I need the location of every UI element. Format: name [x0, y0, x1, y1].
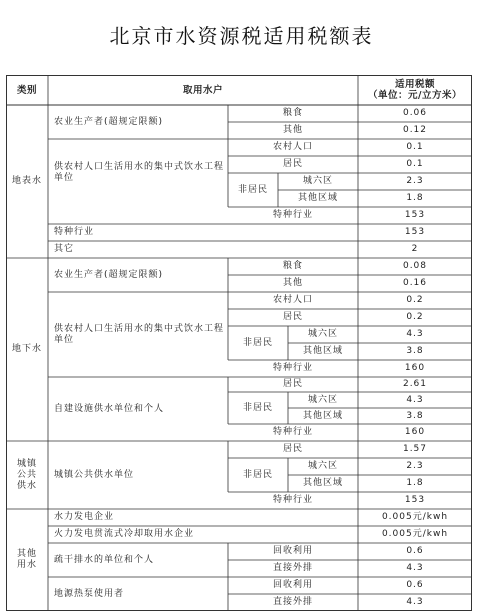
surface-other-districts-rate: 1.8: [406, 193, 424, 203]
ground-sb-non-resident-label: 非居民: [242, 402, 273, 413]
other-hydro-rate: 0.005元/kwh: [381, 512, 449, 522]
category-surface-water: 地表水: [11, 176, 42, 186]
other-geo-direct-label: 直接外排: [272, 597, 313, 607]
ground-agri-label: 农业生产者(超规定限额): [54, 269, 164, 280]
category-groundwater: 地下水: [11, 344, 42, 354]
ground-other-districts-rate: 3.8: [406, 346, 424, 356]
surface-non-resident-label: 非居民: [237, 184, 268, 195]
ground-other-label: 其他: [282, 278, 303, 288]
surface-resident-label: 居民: [282, 159, 303, 169]
ground-sb-special-rate: 160: [404, 427, 426, 437]
other-drainage-direct-rate: 4.3: [406, 563, 424, 573]
urban-other-districts-rate: 1.8: [406, 478, 424, 488]
ground-self-built-label: 自建设施供水单位和个人: [54, 403, 165, 414]
page-title: 北京市水资源税适用税额表: [109, 24, 374, 48]
ground-resident-label: 居民: [282, 312, 303, 322]
ground-rural-pop-label: 农村人口: [272, 295, 313, 305]
ground-rural-pop-rate: 0.2: [406, 295, 424, 305]
surface-grain-rate: 0.06: [402, 108, 428, 118]
other-thermal-label: 火力发电贯流式冷却取用水企业: [54, 529, 195, 539]
ground-six-districts-rate: 4.3: [406, 329, 424, 339]
surface-special-industry-rate: 153: [404, 227, 426, 237]
surface-rural-supply-label: 供农村人口生活用水的集中式饮水工程单位: [54, 162, 225, 183]
surface-special-industry-label: 特种行业: [54, 227, 95, 237]
category-urban-supply: 城镇公共供水: [16, 458, 37, 491]
surface-special-rate: 153: [404, 210, 426, 220]
surface-agri-label: 农业生产者(超规定限额): [54, 116, 164, 127]
ground-sb-special-label: 特种行业: [272, 427, 313, 437]
surface-other-rate: 0.12: [402, 125, 428, 135]
tax-rate-table: [6, 75, 472, 611]
ground-other-rate: 0.16: [402, 278, 428, 288]
surface-others-rate: 2: [411, 244, 419, 254]
header-rate: [358, 75, 472, 105]
ground-non-resident-label: 非居民: [242, 337, 273, 348]
surface-others-label: 其它: [54, 244, 75, 254]
ground-grain-rate: 0.08: [402, 261, 428, 271]
urban-resident-label: 居民: [282, 444, 303, 454]
ground-other-districts-label: 其他区域: [302, 346, 343, 356]
surface-grain-label: 粮食: [282, 108, 303, 118]
surface-rural-pop-rate: 0.1: [406, 142, 424, 152]
surface-resident-rate: 0.1: [406, 159, 424, 169]
urban-supply-unit-label: 城镇公共供水单位: [54, 469, 135, 480]
ground-sb-other-districts-rate: 3.8: [406, 410, 424, 421]
ground-resident-rate: 0.2: [406, 312, 424, 322]
header-category: 类别: [16, 84, 37, 96]
other-drainage-recycle-label: 回收利用: [272, 546, 313, 556]
category-other-use: 其他用水: [16, 549, 37, 570]
surface-special-label: 特种行业: [272, 210, 313, 220]
ground-grain-label: 粮食: [282, 261, 303, 271]
other-geo-recycle-rate: 0.6: [406, 580, 424, 590]
urban-six-districts-rate: 2.3: [406, 461, 424, 471]
other-geo-recycle-label: 回收利用: [272, 580, 313, 590]
surface-six-districts-label: 城六区: [302, 176, 333, 186]
ground-sb-resident-rate: 2.61: [402, 379, 428, 389]
other-drainage-label: 疏干排水的单位和个人: [54, 554, 155, 565]
urban-special-rate: 153: [404, 495, 426, 505]
ground-six-districts-label: 城六区: [307, 329, 338, 339]
ground-sb-other-districts-label: 其他区域: [302, 410, 343, 421]
other-thermal-rate: 0.005元/kwh: [381, 529, 449, 539]
urban-special-label: 特种行业: [272, 495, 313, 505]
surface-rural-pop-label: 农村人口: [272, 142, 313, 152]
urban-other-districts-label: 其他区域: [302, 478, 343, 488]
ground-special-label: 特种行业: [272, 363, 313, 373]
ground-sb-resident-label: 居民: [282, 379, 303, 389]
other-drainage-recycle-rate: 0.6: [406, 546, 424, 556]
urban-non-resident-label: 非居民: [242, 469, 273, 480]
header-rate-line1: 适用税额: [394, 79, 435, 90]
header-rate-unit: （单位：元/立方米）: [368, 90, 462, 101]
ground-special-rate: 160: [404, 363, 426, 373]
other-geo-direct-rate: 4.3: [406, 597, 424, 607]
other-hydro-label: 水力发电企业: [54, 512, 115, 522]
header-user: 取用水户: [182, 84, 223, 96]
surface-six-districts-rate: 2.3: [406, 176, 424, 186]
urban-resident-rate: 1.57: [402, 444, 428, 454]
ground-rural-supply-label: 供农村人口生活用水的集中式饮水工程单位: [54, 323, 225, 345]
urban-six-districts-label: 城六区: [307, 461, 338, 471]
other-geothermal-label: 地源热泵使用者: [54, 588, 125, 599]
ground-sb-six-districts-rate: 4.3: [406, 394, 424, 405]
surface-other-label: 其他: [282, 125, 303, 135]
ground-sb-six-districts-label: 城六区: [307, 394, 338, 405]
surface-other-districts-label: 其他区域: [297, 193, 338, 203]
other-drainage-direct-label: 直接外排: [272, 563, 313, 573]
